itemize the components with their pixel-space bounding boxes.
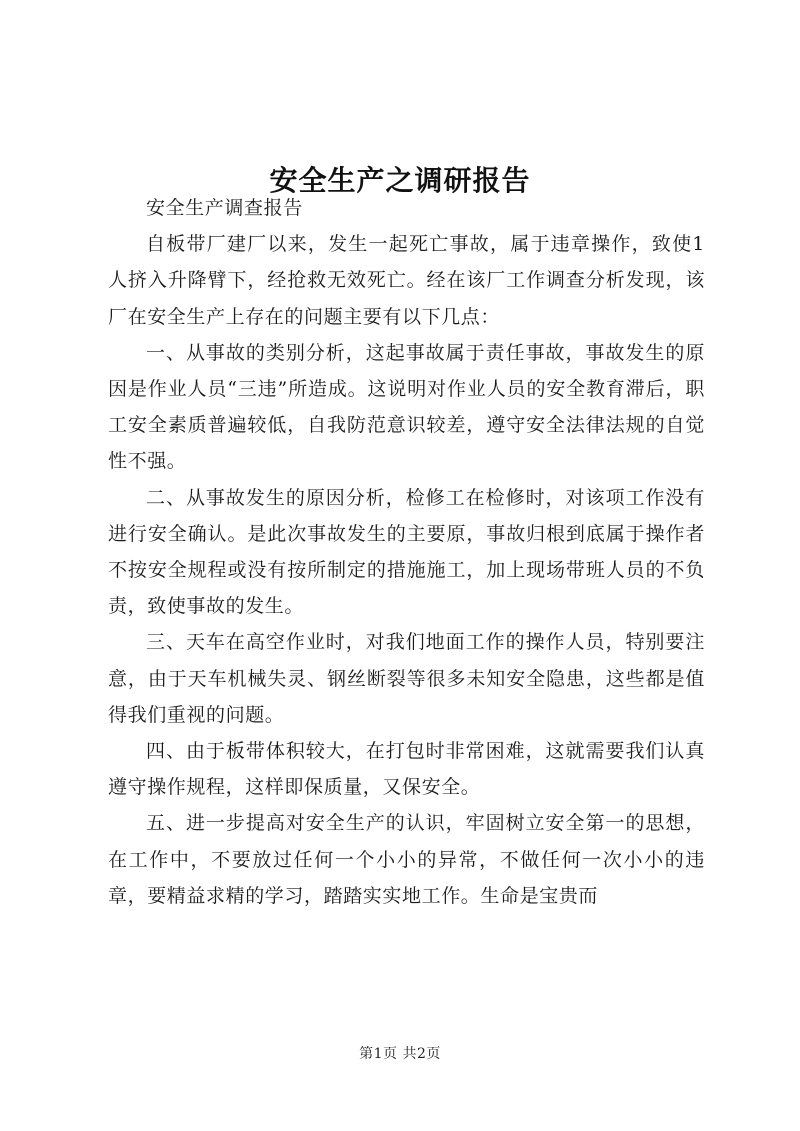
- paragraph-point-5: 五、进一步提高对安全生产的认识，牢固树立安全第一的思想，在工作中，不要放过任何一个小小的异常，不做任何一次小小的违章，要精益求精的学习，踏踏实实地工作。生命是宝贵而: [108, 812, 705, 907]
- paragraph-intro: 自板带厂建厂以来，发生一起死亡事故，属于违章操作，致使1人挤入升降臂下，经抢救无效死亡。经在该厂工作调查分析发现，该厂在安全生产上存在的问题主要有以下几点：: [108, 233, 705, 328]
- page-number-footer: 第1页 共2页: [359, 1046, 441, 1062]
- document-body: [108, 190, 705, 914]
- document-title: 安全生产之调研报告: [269, 163, 531, 197]
- paragraph-point-4: 四、由于板带体积较大，在打包时非常困难，这就需要我们认真遵守操作规程，这样即保质量，又保安全。: [108, 740, 705, 799]
- paragraph-point-1: 一、从事故的类别分析，这起事故属于责任事故，事故发生的原因是作业人员“三违”所造成。这说明对作业人员的安全教育滞后，职工安全素质普遍较低，自我防范意识较差，遵守安全法律法规的自觉性不强。: [108, 341, 705, 473]
- paragraph-point-3: 三、天车在高空作业时，对我们地面工作的操作人员，特别要注意，由于天车机械失灵、钢丝断裂等很多未知安全隐患，这些都是值得我们重视的问题。: [108, 631, 705, 726]
- paragraph-subtitle: 安全生产调查报告: [146, 197, 303, 219]
- paragraph-point-2: 二、从事故发生的原因分析，检修工在检修时，对该项工作没有进行安全确认。是此次事故发生的主要原，事故归根到底属于操作者不按安全规程或没有按所制定的措施施工，加上现场带班人员的不负责，致使事故的发生。: [108, 486, 705, 618]
